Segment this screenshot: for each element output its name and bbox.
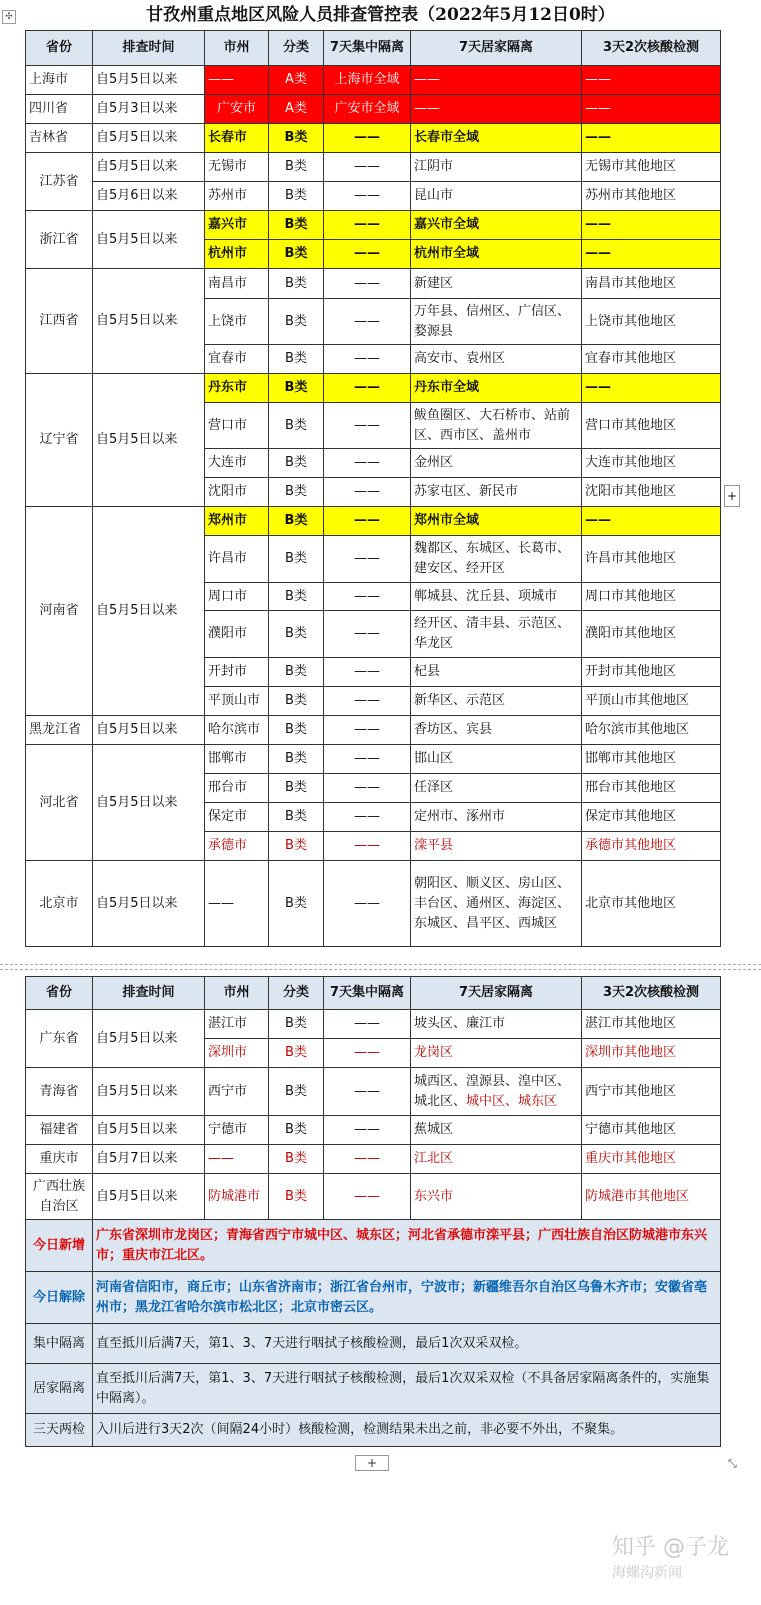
class-cell: B类: [269, 774, 324, 803]
table-row: [26, 1174, 721, 1220]
class-cell: A类: [269, 66, 324, 95]
table-row: [26, 745, 721, 774]
header-home: 7天居家隔离: [411, 977, 582, 1010]
class-cell: B类: [269, 745, 324, 774]
home-cell: ——: [411, 95, 582, 124]
central-cell: ——: [324, 299, 411, 345]
city-cell: ——: [205, 861, 269, 947]
home-cell: 香坊区、宾县: [411, 716, 582, 745]
city-cell: 许昌市: [205, 536, 269, 583]
city-cell: 哈尔滨市: [205, 716, 269, 745]
city-cell: 丹东市: [205, 374, 269, 403]
central-cell: ——: [324, 1116, 411, 1145]
class-cell: B类: [269, 583, 324, 611]
page-break: [0, 964, 761, 970]
city-cell: 濮阳市: [205, 611, 269, 658]
table-row: [26, 1068, 721, 1116]
province-cell: 重庆市: [26, 1145, 93, 1174]
class-cell: B类: [269, 611, 324, 658]
central-label: 集中隔离: [26, 1324, 93, 1364]
header-time: 排查时间: [93, 977, 205, 1010]
test-cell: 许昌市其他地区: [582, 536, 721, 583]
central-cell: ——: [324, 1010, 411, 1039]
home-cell: 郸城县、沈丘县、项城市: [411, 583, 582, 611]
class-cell: B类: [269, 211, 324, 240]
test-cell: ——: [582, 95, 721, 124]
test-cell: 平顶山市其他地区: [582, 687, 721, 716]
time-cell: 自5月5日以来: [93, 745, 205, 861]
test-cell: 宜春市其他地区: [582, 345, 721, 374]
home-row: [26, 1364, 721, 1414]
time-cell: 自5月5日以来: [93, 1116, 205, 1145]
central-cell: ——: [324, 774, 411, 803]
test-label: 三天两检: [26, 1414, 93, 1447]
table-row: [26, 861, 721, 947]
header-row: [26, 31, 721, 66]
home-cell: 定州市、涿州市: [411, 803, 582, 832]
header-central: 7天集中隔离: [324, 977, 411, 1010]
table-row: [26, 374, 721, 403]
add-row-button[interactable]: +: [724, 485, 740, 507]
city-cell: 邯郸市: [205, 745, 269, 774]
central-cell: ——: [324, 1145, 411, 1174]
central-cell: ——: [324, 583, 411, 611]
province-cell: 河南省: [26, 507, 93, 716]
central-cell: ——: [324, 1174, 411, 1220]
table-row: [26, 182, 721, 211]
test-cell: 上饶市其他地区: [582, 299, 721, 345]
central-cell: ——: [324, 687, 411, 716]
class-cell: B类: [269, 1116, 324, 1145]
class-cell: B类: [269, 299, 324, 345]
home-cell: 鲅鱼圈区、大石桥市、站前区、西市区、盖州市: [411, 403, 582, 449]
table-row: [26, 124, 721, 153]
central-cell: ——: [324, 803, 411, 832]
header-province: 省份: [26, 977, 93, 1010]
home-cell: 蕉城区: [411, 1116, 582, 1145]
class-cell: B类: [269, 658, 324, 687]
home-cell: 魏都区、东城区、长葛市、建安区、经开区: [411, 536, 582, 583]
class-cell: B类: [269, 1010, 324, 1039]
class-cell: B类: [269, 1039, 324, 1068]
class-cell: B类: [269, 153, 324, 182]
class-cell: B类: [269, 1145, 324, 1174]
central-cell: ——: [324, 182, 411, 211]
class-cell: B类: [269, 240, 324, 269]
class-cell: B类: [269, 478, 324, 507]
time-cell: 自5月5日以来: [93, 1010, 205, 1068]
class-cell: B类: [269, 269, 324, 299]
removed-label: 今日解除: [26, 1272, 93, 1324]
time-cell: 自5月5日以来: [93, 124, 205, 153]
header-class: 分类: [269, 31, 324, 66]
central-cell: ——: [324, 403, 411, 449]
home-cell: 金州区: [411, 449, 582, 478]
class-cell: B类: [269, 507, 324, 536]
page-title: 甘孜州重点地区风险人员排查管控表（2022年5月12日0时）: [146, 5, 615, 25]
city-cell: 大连市: [205, 449, 269, 478]
time-cell: 自5月5日以来: [93, 1174, 205, 1220]
header-home: 7天居家隔离: [411, 31, 582, 66]
central-cell: ——: [324, 861, 411, 947]
table-move-handle[interactable]: ✣: [2, 10, 16, 24]
central-cell: ——: [324, 478, 411, 507]
home-cell: 嘉兴市全域: [411, 211, 582, 240]
removed-text: 河南省信阳市，商丘市；山东省济南市；浙江省台州市，宁波市；新疆维吾尔自治区乌鲁木齐市；安徽省亳州市；黑龙江省哈尔滨市松北区；北京市密云区。: [93, 1272, 721, 1324]
central-cell: ——: [324, 345, 411, 374]
home-cell: 杞县: [411, 658, 582, 687]
city-cell: 上饶市: [205, 299, 269, 345]
province-cell: 辽宁省: [26, 374, 93, 507]
class-cell: B类: [269, 403, 324, 449]
test-cell: ——: [582, 374, 721, 403]
city-cell: 杭州市: [205, 240, 269, 269]
central-cell: ——: [324, 269, 411, 299]
watermark-news: 海螺沟新闻: [612, 1565, 682, 1581]
home-cell: 任泽区: [411, 774, 582, 803]
central-cell: ——: [324, 1039, 411, 1068]
added-label: 今日新增: [26, 1220, 93, 1272]
test-cell: 承德市其他地区: [582, 832, 721, 861]
city-cell: 营口市: [205, 403, 269, 449]
class-cell: B类: [269, 374, 324, 403]
test-cell: 开封市其他地区: [582, 658, 721, 687]
city-cell: 宁德市: [205, 1116, 269, 1145]
home-cell: 苏家屯区、新民市: [411, 478, 582, 507]
class-cell: B类: [269, 1174, 324, 1220]
central-text: 直至抵川后满7天，第1、3、7天进行咽拭子核酸检测，最后1次双采双检。: [93, 1324, 721, 1364]
test-cell: ——: [582, 211, 721, 240]
central-cell: ——: [324, 832, 411, 861]
central-cell: ——: [324, 658, 411, 687]
class-cell: B类: [269, 832, 324, 861]
test-cell: ——: [582, 124, 721, 153]
test-cell: 大连市其他地区: [582, 449, 721, 478]
test-cell: 邢台市其他地区: [582, 774, 721, 803]
class-cell: B类: [269, 536, 324, 583]
province-cell: 广西壮族自治区: [26, 1174, 93, 1220]
test-cell: 苏州市其他地区: [582, 182, 721, 211]
home-cell: 经开区、清丰县、示范区、华龙区: [411, 611, 582, 658]
city-cell: 长春市: [205, 124, 269, 153]
class-cell: A类: [269, 95, 324, 124]
central-cell: ——: [324, 507, 411, 536]
city-cell: 广安市: [205, 95, 269, 124]
class-cell: B类: [269, 716, 324, 745]
risk-table-1: [25, 30, 721, 947]
home-label: 居家隔离: [26, 1364, 93, 1414]
central-cell: ——: [324, 1068, 411, 1116]
central-cell: 广安市全域: [324, 95, 411, 124]
province-cell: 吉林省: [26, 124, 93, 153]
time-cell: 自5月5日以来: [93, 374, 205, 507]
test-cell: ——: [582, 66, 721, 95]
province-cell: 青海省: [26, 1068, 93, 1116]
time-cell: 自5月5日以来: [93, 861, 205, 947]
test-cell: 防城港市其他地区: [582, 1174, 721, 1220]
city-cell: 南昌市: [205, 269, 269, 299]
test-cell: 哈尔滨市其他地区: [582, 716, 721, 745]
home-cell: 龙岗区: [411, 1039, 582, 1068]
city-cell: 嘉兴市: [205, 211, 269, 240]
table-row: [26, 66, 721, 95]
test-cell: 邯郸市其他地区: [582, 745, 721, 774]
test-cell: 南昌市其他地区: [582, 269, 721, 299]
test-cell: ——: [582, 240, 721, 269]
province-cell: 四川省: [26, 95, 93, 124]
home-cell: [411, 1068, 582, 1116]
province-cell: 江西省: [26, 269, 93, 374]
test-cell: ——: [582, 507, 721, 536]
added-text: 广东省深圳市龙岗区；青海省西宁市城中区、城东区；河北省承德市滦平县；广西壮族自治区防城港市东兴市；重庆市江北区。: [93, 1220, 721, 1272]
watermark-zhihu: 知乎 @子龙: [612, 1535, 729, 1560]
central-cell: ——: [324, 449, 411, 478]
test-cell: 营口市其他地区: [582, 403, 721, 449]
test-cell: 濮阳市其他地区: [582, 611, 721, 658]
home-cell: 杭州市全域: [411, 240, 582, 269]
home-cell: 江阴市: [411, 153, 582, 182]
home-cell: 长春市全域: [411, 124, 582, 153]
time-cell: 自5月7日以来: [93, 1145, 205, 1174]
home-cell: ——: [411, 66, 582, 95]
table-row: [26, 95, 721, 124]
added-row: [26, 1220, 721, 1272]
home-cell: 新建区: [411, 269, 582, 299]
class-cell: B类: [269, 861, 324, 947]
home-text-new: 城中区、城东区: [466, 1093, 558, 1109]
class-cell: B类: [269, 1068, 324, 1116]
risk-table-2: [25, 976, 721, 1447]
home-cell: 坡头区、廉江市: [411, 1010, 582, 1039]
province-cell: 河北省: [26, 745, 93, 861]
test-cell: 保定市其他地区: [582, 803, 721, 832]
city-cell: 邢台市: [205, 774, 269, 803]
city-cell: 宜春市: [205, 345, 269, 374]
city-cell: 西宁市: [205, 1068, 269, 1116]
header-test: 3天2次核酸检测: [582, 977, 721, 1010]
province-cell: 黑龙江省: [26, 716, 93, 745]
city-cell: 深圳市: [205, 1039, 269, 1068]
header-row: [26, 977, 721, 1010]
home-text: 直至抵川后满7天，第1、3、7天进行咽拭子核酸检测，最后1次双采双检（不具备居家隔离条件的，实施集中隔离）。: [93, 1364, 721, 1414]
home-cell: 万年县、信州区、广信区、婺源县: [411, 299, 582, 345]
home-cell: 昆山市: [411, 182, 582, 211]
central-row: [26, 1324, 721, 1364]
home-text-existing: 城西区、湟源县、湟中区、城北区、: [414, 1073, 571, 1109]
time-cell: 自5月5日以来: [93, 66, 205, 95]
header-time: 排查时间: [93, 31, 205, 66]
province-cell: 福建省: [26, 1116, 93, 1145]
city-cell: 周口市: [205, 583, 269, 611]
test-cell: 湛江市其他地区: [582, 1010, 721, 1039]
table-row: [26, 269, 721, 299]
test-cell: 西宁市其他地区: [582, 1068, 721, 1116]
central-cell: ——: [324, 716, 411, 745]
home-cell: 朝阳区、顺义区、房山区、丰台区、通州区、海淀区、东城区、昌平区、西城区: [411, 861, 582, 947]
table-row: [26, 507, 721, 536]
city-cell: 承德市: [205, 832, 269, 861]
test-row: [26, 1414, 721, 1447]
central-cell: ——: [324, 240, 411, 269]
home-cell: 滦平县: [411, 832, 582, 861]
home-cell: 丹东市全域: [411, 374, 582, 403]
table-row: [26, 211, 721, 240]
class-cell: B类: [269, 345, 324, 374]
city-cell: 湛江市: [205, 1010, 269, 1039]
home-cell: 江北区: [411, 1145, 582, 1174]
header-province: 省份: [26, 31, 93, 66]
home-cell: 高安市、袁州区: [411, 345, 582, 374]
table-row: [26, 153, 721, 182]
test-cell: 重庆市其他地区: [582, 1145, 721, 1174]
time-cell: 自5月5日以来: [93, 153, 205, 182]
table-row: [26, 1116, 721, 1145]
city-cell: 防城港市: [205, 1174, 269, 1220]
time-cell: 自5月5日以来: [93, 716, 205, 745]
test-cell: 北京市其他地区: [582, 861, 721, 947]
test-cell: 宁德市其他地区: [582, 1116, 721, 1145]
table-row: [26, 1010, 721, 1039]
header-class: 分类: [269, 977, 324, 1010]
time-cell: 自5月5日以来: [93, 1068, 205, 1116]
add-row-button[interactable]: +: [355, 1455, 389, 1471]
time-cell: 自5月5日以来: [93, 269, 205, 374]
time-cell: 自5月5日以来: [93, 211, 205, 269]
test-cell: 无锡市其他地区: [582, 153, 721, 182]
central-cell: ——: [324, 211, 411, 240]
city-cell: 郑州市: [205, 507, 269, 536]
class-cell: B类: [269, 124, 324, 153]
central-cell: ——: [324, 536, 411, 583]
test-text: 入川后进行3天2次（间隔24小时）核酸检测，检测结果未出之前，非必要不外出，不聚集。: [93, 1414, 721, 1447]
city-cell: 无锡市: [205, 153, 269, 182]
resize-handle-icon[interactable]: ⤡: [728, 1457, 737, 1470]
time-cell: 自5月3日以来: [93, 95, 205, 124]
header-city: 市州: [205, 977, 269, 1010]
province-cell: 上海市: [26, 66, 93, 95]
city-cell: ——: [205, 1145, 269, 1174]
test-cell: 周口市其他地区: [582, 583, 721, 611]
test-cell: 深圳市其他地区: [582, 1039, 721, 1068]
header-test: 3天2次核酸检测: [582, 31, 721, 66]
class-cell: B类: [269, 687, 324, 716]
test-cell: 沈阳市其他地区: [582, 478, 721, 507]
province-cell: 江苏省: [26, 153, 93, 211]
central-cell: ——: [324, 124, 411, 153]
city-cell: 开封市: [205, 658, 269, 687]
city-cell: 平顶山市: [205, 687, 269, 716]
class-cell: B类: [269, 803, 324, 832]
class-cell: B类: [269, 449, 324, 478]
home-cell: 郑州市全域: [411, 507, 582, 536]
home-cell: 东兴市: [411, 1174, 582, 1220]
home-cell: 邯山区: [411, 745, 582, 774]
city-cell: ——: [205, 66, 269, 95]
time-cell: 自5月5日以来: [93, 507, 205, 716]
central-cell: 上海市全域: [324, 66, 411, 95]
central-cell: ——: [324, 611, 411, 658]
city-cell: 苏州市: [205, 182, 269, 211]
central-cell: ——: [324, 745, 411, 774]
time-cell: 自5月6日以来: [93, 182, 205, 211]
province-cell: 浙江省: [26, 211, 93, 269]
home-cell: 新华区、示范区: [411, 687, 582, 716]
table-row: [26, 716, 721, 745]
table-row: [26, 1145, 721, 1174]
removed-row: [26, 1272, 721, 1324]
class-cell: B类: [269, 182, 324, 211]
province-cell: 北京市: [26, 861, 93, 947]
city-cell: 沈阳市: [205, 478, 269, 507]
header-city: 市州: [205, 31, 269, 66]
central-cell: ——: [324, 374, 411, 403]
province-cell: 广东省: [26, 1010, 93, 1068]
header-central: 7天集中隔离: [324, 31, 411, 66]
city-cell: 保定市: [205, 803, 269, 832]
central-cell: ——: [324, 153, 411, 182]
